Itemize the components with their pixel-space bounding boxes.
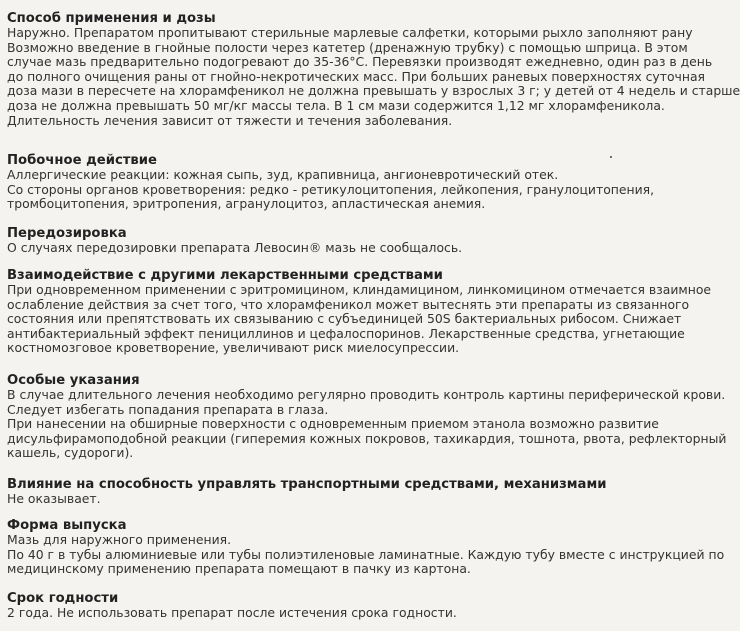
text-line: При одновременном применении с эритромицином, клиндамицином, линкомицином отмечается взаимное [7, 282, 712, 297]
section-driving [7, 477, 707, 507]
text-line: Аллергические реакции: кожная сыпь, зуд, крапивница, ангионевротический отек. [7, 167, 559, 182]
section-interactions [7, 268, 712, 356]
print-speck [610, 156, 612, 158]
text-line: О случаях передозировки препарата Левосин® мазь не сообщалось. [7, 240, 463, 255]
text-line: медицинскому применению препарата помещают в пачку из картона. [7, 561, 471, 577]
text-line: Возможно введение в гнойные полости через катетер (дренажную трубку) с помощью шприца. В этом [7, 39, 688, 55]
text-line: Мазь для наружного применения. [7, 532, 232, 547]
text-line: антибактериальный эффект пенициллинов и цефалоспоринов. Лекарственные средства, угнетающие [7, 325, 685, 341]
text-line: Со стороны органов кроветворения: редко - ретикулоцитопения, лейкопения, гранулоцитопения, [7, 181, 655, 197]
text-line: доза не должна превышать 50 мг/кг массы тела. В 1 см мази содержится 1,12 мг хлорамфеникола. [7, 97, 665, 113]
section-special-instructions [7, 373, 727, 461]
text-line: По 40 г в тубы алюминиевые или тубы полиэтиленовые ламинатные. Каждую тубу вместе с инструкцией по [7, 546, 725, 562]
text-line: Следует избегать попадания препарата в глаза. [7, 401, 329, 417]
text-line: При нанесении на обширные поверхности с одновременным приемом этанола возможно развитие [7, 416, 659, 432]
section-heading: Форма выпуска [7, 518, 127, 533]
text-line: Длительность лечения зависит от тяжести и течения заболевания. [7, 112, 453, 128]
section-heading: Влияние на способность управлять транспортными средствами, механизмами [7, 477, 607, 492]
text-line: кашель, судороги). [7, 445, 134, 461]
text-line: до полного очищения раны от гнойно-некротических масс. При больших раневых поверхностях суточная [7, 68, 706, 84]
text-line: Наружно. Препаратом пропитывают стерильные марлевые салфетки, которыми рыхло заполняют рану [7, 25, 693, 40]
section-heading: Способ применения и дозы [7, 11, 216, 26]
section-side-effects [7, 153, 707, 212]
section-heading: Особые указания [7, 373, 140, 388]
section-release-form [7, 518, 725, 577]
text-line: 2 года. Не использовать препарат после истечения срока годности. [7, 605, 457, 620]
text-line: дисульфирамоподобной реакции (гиперемия кожных покровов, тахикардия, тошнота, рвота, рефлекторный [7, 430, 727, 446]
section-shelf-life [7, 591, 707, 621]
text-line: Не оказывает. [7, 491, 101, 506]
text-line: доза мази в пересчете на хлорамфеникол не должна превышать у взрослых 3 г; у детей от 4 недель и старше [7, 83, 740, 99]
section-overdose [7, 226, 707, 256]
text-line: ослабление действия за счет того, что хлорамфеникол может вытеснять эти препараты из связанного [7, 296, 690, 312]
section-heading: Побочное действие [7, 153, 157, 168]
text-line: костномозговое кроветворение, увеличивают риск миелосупрессии. [7, 340, 460, 356]
text-line: состояния или препятствовать их связыванию с субъединицей 50S бактериальных рибосом. Снижает [7, 311, 682, 327]
text-line: случае мазь предварительно подогревают до 35-36°С. Перевязки производят ежедневно, один раз в день [7, 54, 713, 70]
section-heading: Передозировка [7, 226, 127, 241]
text-line: В случае длительного лечения необходимо регулярно проводить контроль картины периферической крови. [7, 387, 726, 402]
section-dosage [7, 11, 740, 128]
section-heading: Взаимодействие с другими лекарственными средствами [7, 268, 443, 283]
text-line: тромбоцитопения, эритропения, агранулоцитоз, апластическая анемия. [7, 196, 486, 212]
section-heading: Срок годности [7, 591, 119, 606]
